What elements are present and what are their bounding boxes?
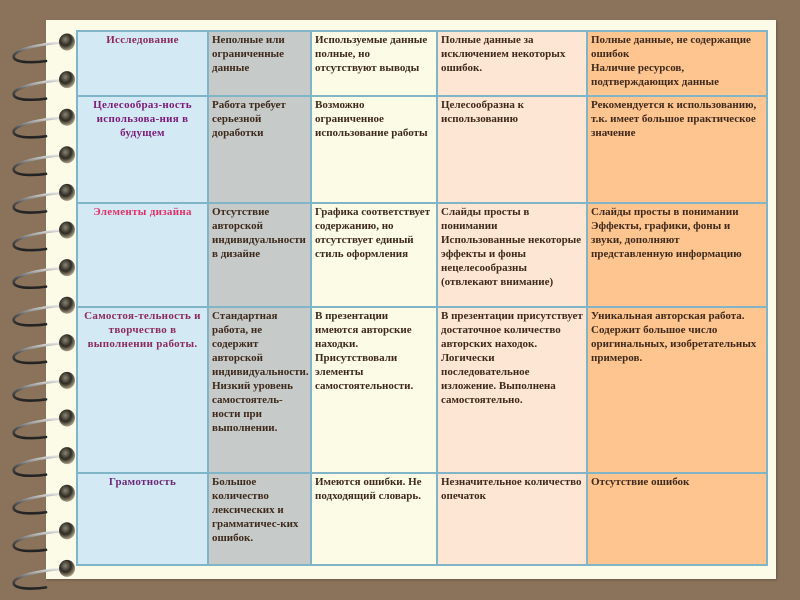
level-cell xyxy=(587,473,767,565)
spiral-ring xyxy=(14,560,75,589)
level-cell xyxy=(311,307,437,473)
level-text: Отсутствие авторской индивидуальности в дизайне xyxy=(212,206,306,260)
spiral-ring xyxy=(14,372,75,401)
level-text: Рекомендуется к использованию, т.к. имеет большое практическое значение xyxy=(591,99,757,139)
level-text: Полные данные за исключением некоторых ошибок. xyxy=(441,34,566,74)
level-text: Целесообразна к использованию xyxy=(441,99,524,125)
spiral-ring xyxy=(14,485,75,514)
spiral-binding xyxy=(0,0,80,600)
level-cell xyxy=(587,203,767,307)
level-cell xyxy=(587,307,767,473)
table-row xyxy=(77,307,767,473)
criterion-research xyxy=(77,31,208,96)
spiral-ring xyxy=(14,410,75,439)
level-text: Неполные или ограниченные данные xyxy=(212,34,285,74)
level-cell xyxy=(437,96,587,203)
table-row xyxy=(77,473,767,565)
level-text: Графика соответствует содержанию, но отсутствует единый стиль оформления xyxy=(315,206,431,260)
level-text: Используемые данные полные, но отсутствуют выводы xyxy=(315,34,428,74)
level-cell xyxy=(437,307,587,473)
criterion-label: Целесообраз-ность использова-ния в будущем xyxy=(93,99,192,139)
level-text: Стандартная работа, не содержит авторской индивидуальности. Низкий уровень самостоятель-ности при выполнении. xyxy=(212,310,309,434)
level-cell xyxy=(311,31,437,96)
spiral-ring xyxy=(14,334,75,363)
level-text: Уникальная авторская работа. Содержит большое число оригинальных, изобретательных примеров. xyxy=(591,310,757,364)
table-row xyxy=(77,203,767,307)
criterion-label: Элементы дизайна xyxy=(93,206,192,218)
spiral-ring xyxy=(14,71,75,100)
spiral-ring xyxy=(14,109,75,138)
level-cell xyxy=(208,307,311,473)
level-text: Слайды просты в понимании Использованные некоторые эффекты и фоны нецелесообразны (отвлекают внимание) xyxy=(441,206,582,288)
criterion-label: Самостоя-тельность и творчество в выполнении работы. xyxy=(84,310,201,350)
level-text: В презентации присутствует достаточное количество авторских находок. Логически последовательное изложение. Выполнена самостоятельно. xyxy=(441,310,583,406)
level-cell xyxy=(208,31,311,96)
level-cell xyxy=(311,203,437,307)
table-row xyxy=(77,31,767,96)
level-cell xyxy=(311,96,437,203)
level-text: Полные данные, не содержащие ошибок Наличие ресурсов, подтверждающих данные xyxy=(591,34,751,88)
level-cell xyxy=(208,473,311,565)
spiral-ring xyxy=(14,146,75,175)
spiral-ring xyxy=(14,184,75,213)
level-cell xyxy=(437,203,587,307)
criterion-independence xyxy=(77,307,208,473)
level-cell xyxy=(437,31,587,96)
table-row xyxy=(77,96,767,203)
spiral-ring xyxy=(14,297,75,326)
level-cell xyxy=(208,203,311,307)
spiral-ring xyxy=(14,34,75,63)
level-cell xyxy=(437,473,587,565)
spiral-ring xyxy=(14,522,75,551)
criterion-label: Исследование xyxy=(106,34,179,46)
level-text: Слайды просты в понимании Эффекты, графики, фоны и звуки, дополняют представленную информацию xyxy=(591,206,742,260)
level-text: Возможно ограниченное использование работы xyxy=(315,99,428,139)
assessment-rubric-table xyxy=(76,30,768,566)
level-text: Имеются ошибки. Не подходящий словарь. xyxy=(315,476,422,502)
level-cell xyxy=(208,96,311,203)
spiral-ring xyxy=(14,259,75,288)
level-cell xyxy=(311,473,437,565)
level-text: Отсутствие ошибок xyxy=(591,476,690,488)
level-cell xyxy=(587,96,767,203)
level-cell xyxy=(587,31,767,96)
criterion-label: Грамотность xyxy=(108,476,177,488)
level-text: Незначительное количество опечаток xyxy=(441,476,582,502)
spiral-ring xyxy=(14,222,75,251)
spiral-ring xyxy=(14,447,75,476)
criterion-usefulness xyxy=(77,96,208,203)
criterion-literacy xyxy=(77,473,208,565)
criterion-design xyxy=(77,203,208,307)
level-text: Большое количество лексических и грамматичес-ких ошибок. xyxy=(212,476,299,544)
level-text: В презентации имеются авторские находки. Присутствовали элементы самостоятельности. xyxy=(315,310,414,392)
level-text: Работа требует серьезной доработки xyxy=(212,99,286,139)
